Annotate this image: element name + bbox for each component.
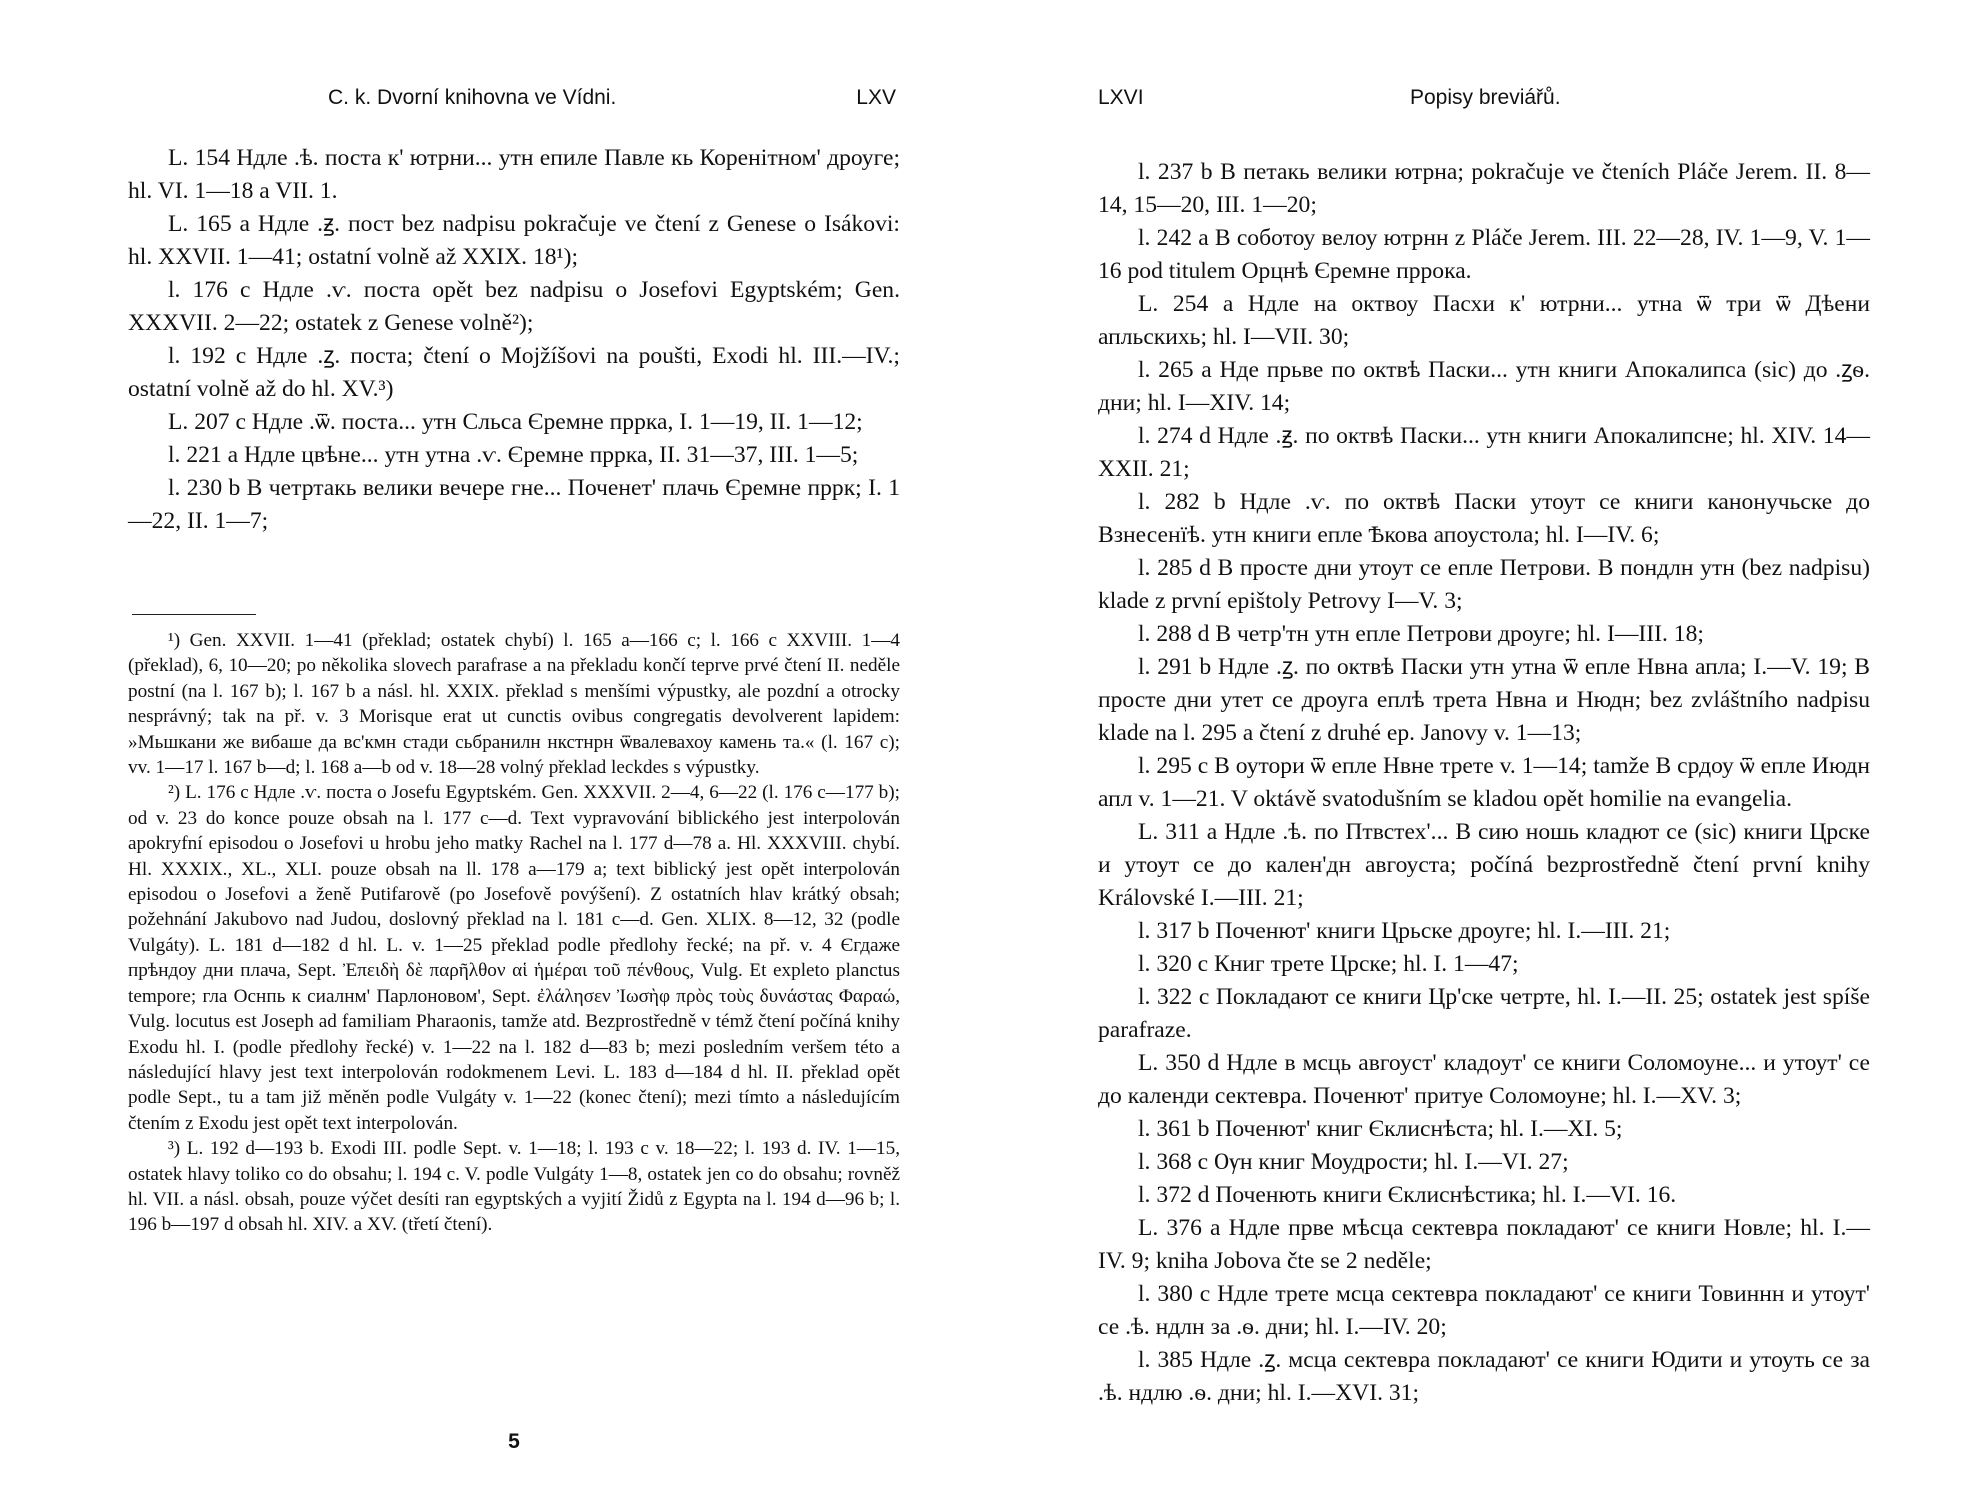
entry-paragraph: l. 242 a В соботоу велоу ютрнн z Pláče Jerem. III. 22—28, IV. 1—9, V. 1—16 pod titulem Орцнѣ Єремне пррока. xyxy=(1098,225,1870,284)
entry-paragraph: l. 221 a Ндле цвѣне... утн утна .ѵ. Єремне пррка, II. 31—37, III. 1—5; xyxy=(168,442,859,468)
entry-paragraph: L. 350 d Ндле в мсць авгоуст' кладоут' се книги Соломоуне... и утоут' се до календи сектевра. Поченют' притуе Соломоуне; hl. I.—XV. 3; xyxy=(1098,1050,1870,1109)
entry-paragraph: l. 317 b Поченют' книги Црьске дроуге; hl. I.—III. 21; xyxy=(1138,918,1671,944)
entry-paragraph: l. 361 b Поченют' книг Єклиснѣста; hl. I.—XI. 5; xyxy=(1138,1116,1623,1142)
right-body-text xyxy=(1098,156,1870,1410)
right-running-header xyxy=(1098,86,1870,116)
entry-paragraph: L. 207 c Ндле .ѿ. поста... утн Сльса Єремне пррка, I. 1—19, II. 1—12; xyxy=(168,409,863,435)
entry-paragraph: l. 295 c В оутори ѿ епле Нвне трете v. 1—14; tamže В срдоу ѿ епле Июдн апл v. 1—21. V oktávě svatodušním se kladou opět homilie na evangelia. xyxy=(1098,753,1870,812)
entry-paragraph: L. 154 Ндле .ѣ. поста к' ютрни... утн епиле Павле кь Коренітном' дроуге; hl. VI. 1—18 a VII. 1. xyxy=(128,145,900,204)
entry-paragraph: l. 291 b Ндле .ꙁ. по октвѣ Паски утн утна ѿ епле Нвна апла; I.—V. 19; В просте дни утет се дроуга еплѣ трета Нвна и Нюдн; bez zvláštního nadpisu klade na l. 295 a čtení z druhé ep. Janovy v. 1—13; xyxy=(1098,654,1870,746)
footnote-2: ²) L. 176 c Ндле .ѵ. поста o Josefu Egyptském. Gen. XXXVII. 2—4, 6—22 (l. 176 c—177 b); od v. 23 do konce pouze obsah na l. 177 c—d. Text vypravování biblického jest interpolován apokryfní episodou o Josefovi u hrobu jeho matky Rachel na l. 177 d—78 a. Hl. XXXVIII. chybí. Hl. XXXIX., XL., XLI. pouze obsah na ll. 178 a—179 a; text biblický jest opět interpolován episodou o Josefovi a ženě Putifarově (po Josefově povýšení). Z ostatních hlav krátký obsah; požehnání Jakubovo nad Judou, doslovný překlad na l. 181 c—d. Gen. XLIX. 8—12, 32 (podle Vulgáty). L. 181 d—182 d hl. L. v. 1—25 překlad podle předlohy řecké; na př. v. 4 Єгдаже прѣндоу дни плача, Sept. Ἐπειδὴ δὲ παρῆλθον αἱ ἡμέραι τοῦ πένθους, Vulg. Et expleto planctus tempore; гла Оснпь к сиалнм' Парлоновом', Sept. ἐλάλησεν Ἰωσὴφ πρὸς τοὺς δυνάστας Φαραώ, Vulg. locutus est Joseph ad familiam Pharaonis, tamže atd. Bezprostředně v témž čtení počíná knihy Exodu hl. I. (podle předlohy řecké) v. 1—22 na l. 182 d—83 b; mezi posledním veršem této a následující hlavy jest text interpolován rodokmenem Levi. L. 183 d—184 d hl. II. překlad opět podle Sept., tu a tam již měněn podle Vulgáty v. 1—22 (konec čtení); mezi tímto a následujícím čtením z Exodu jest opět text interpolován. xyxy=(128,782,900,1134)
left-running-header xyxy=(128,86,900,116)
entry-paragraph: l. 322 c Покладают се книги Цр'ске четрте, hl. I.—II. 25; ostatek jest spíše parafraze. xyxy=(1098,984,1870,1043)
entry-paragraph: L. 311 a Ндле .ѣ. по Птвстех'... В сию ношь кладют се (sic) книги Црске и утоут се до кален'дн авгоуста; počíná bezprostředně čtení první knihy Královské I.—III. 21; xyxy=(1098,819,1870,911)
entry-paragraph: l. 368 c Ѹн книг Моудрости; hl. I.—VI. 27; xyxy=(1138,1149,1569,1175)
footnote-separator xyxy=(132,614,256,615)
footnotes xyxy=(128,628,900,1238)
entry-paragraph: l. 176 c Ндле .ѵ. поста opět bez nadpisu o Josefovi Egyptském; Gen. XXXVII. 2—22; ostatek z Genese volně²); xyxy=(128,277,900,336)
entry-paragraph: l. 282 b Ндле .ѵ. по октвѣ Паски утоут се книги канонучьске до Взнесенїѣ. утн книги епле Ѣкова апоустола; hl. I—IV. 6; xyxy=(1098,489,1870,548)
left-header-title: C. k. Dvorní knihovna ve Vídni. xyxy=(328,86,617,109)
left-body-text xyxy=(128,142,900,538)
entry-paragraph: l. 285 d В просте дни утоут се епле Петрови. В пондлн утн (bez nadpisu) klade z první epištoly Petrovy I—V. 3; xyxy=(1098,555,1870,614)
entry-paragraph: L. 376 a Ндле прве мѣсца сектевра покладают' се книги Нoвле; hl. I.—IV. 9; kniha Jobova čte se 2 neděle; xyxy=(1098,1215,1870,1274)
right-header-title: Popisy breviářů. xyxy=(1410,86,1561,109)
right-page-number-roman: LXVI xyxy=(1098,86,1144,109)
footnote-3: ³) L. 192 d—193 b. Exodi III. podle Sept. v. 1—18; l. 193 c v. 18—22; l. 193 d. IV. 1—15, ostatek hlavy toliko co do obsahu; l. 194 c. V. podle Vulgáty 1—8, ostatek jen co do obsahu; rovněž hl. VII. a násl. obsah, pouze výčet desíti ran egyptských a vyjití Židů z Egypta na l. 194 d—96 b; l. 196 b—197 d obsah hl. XIV. a XV. (třetí čtení). xyxy=(128,1138,900,1236)
entry-paragraph: L. 165 a Ндле .ꙃ. пост bez nadpisu pokračuje ve čtení z Genese o Isákovi: hl. XXVII. 1—41; ostatní volně až XXIX. 18¹); xyxy=(128,211,900,270)
footnote-1: ¹) Gen. XXVII. 1—41 (překlad; ostatek chybí) l. 165 a—166 c; l. 166 c XXVIII. 1—4 (překlad), 6, 10—20; po několika slovech parafrase a na překladu končí teprve prvé čtení II. neděle postní (na l. 167 b); l. 167 b a násl. hl. XXIX. překlad s menšími výpustky, ale pozdní a otrocky nesprávný; tak na př. v. 3 Morisque erat ut cunctis ovibus congregatis devolverent lapidem: »Мьшкани же вибаше да вс'кмн стади сьбранилн нкстнрн ѿвалевахоу камень та.« (l. 167 c); vv. 1—17 l. 167 b—d; l. 168 a—b od v. 18—28 volný překlad leckdes s výpustky. xyxy=(128,630,900,779)
entry-paragraph: L. 254 a Ндле на октвоу Пасхи к' ютрни... утна ѿ три ѿ Дѣени апльскихь; hl. I—VII. 30; xyxy=(1098,291,1870,350)
entry-paragraph: l. 192 c Ндле .ꙁ. поста; čtení o Mojžíšovi na poušti, Exodi hl. III.—IV.; ostatní volně až do hl. XV.³) xyxy=(128,343,900,402)
entry-paragraph: l. 230 b В четртакь велики вечере гне... Поченет' плачь Єремне пррк; I. 1—22, II. 1—7; xyxy=(128,475,900,534)
entry-paragraph: l. 237 b В петакь велики ютрна; pokračuje ve čteních Pláče Jerem. II. 8—14, 15—20, III. 1—20; xyxy=(1098,159,1870,218)
folio-number: 5 xyxy=(508,1430,520,1453)
entry-paragraph: l. 265 a Нде прьве по октвѣ Паски... утн книги Апокалипса (sic) до .ꙁѳ. дни; hl. I—XIV. 14; xyxy=(1098,357,1870,416)
left-page-number-roman: LXV xyxy=(856,86,896,109)
entry-paragraph: l. 320 c Книг трете Црске; hl. I. 1—47; xyxy=(1138,951,1519,977)
entry-paragraph: l. 274 d Ндле .ꙃ. по октвѣ Паски... утн книги Апокалипсне; hl. XIV. 14—XXII. 21; xyxy=(1098,423,1870,482)
entry-paragraph: l. 385 Ндле .ꙁ. мсца сектевра покладают' се книги Юдити и утоуть се за .ѣ. ндлю .ѳ. дни; hl. I.—XVI. 31; xyxy=(1098,1347,1870,1406)
entry-paragraph: l. 380 c Ндле трете мсца сектевра покладают' се книги Товиннн и утоут' се .ѣ. ндлн за .ѳ. дни; hl. I.—IV. 20; xyxy=(1098,1281,1870,1340)
entry-paragraph: l. 288 d В четр'тн утн епле Петрови дроуге; hl. I—III. 18; xyxy=(1138,621,1704,647)
entry-paragraph: l. 372 d Поченють книги Єклиснѣстика; hl. I.—VI. 16. xyxy=(1138,1182,1677,1208)
